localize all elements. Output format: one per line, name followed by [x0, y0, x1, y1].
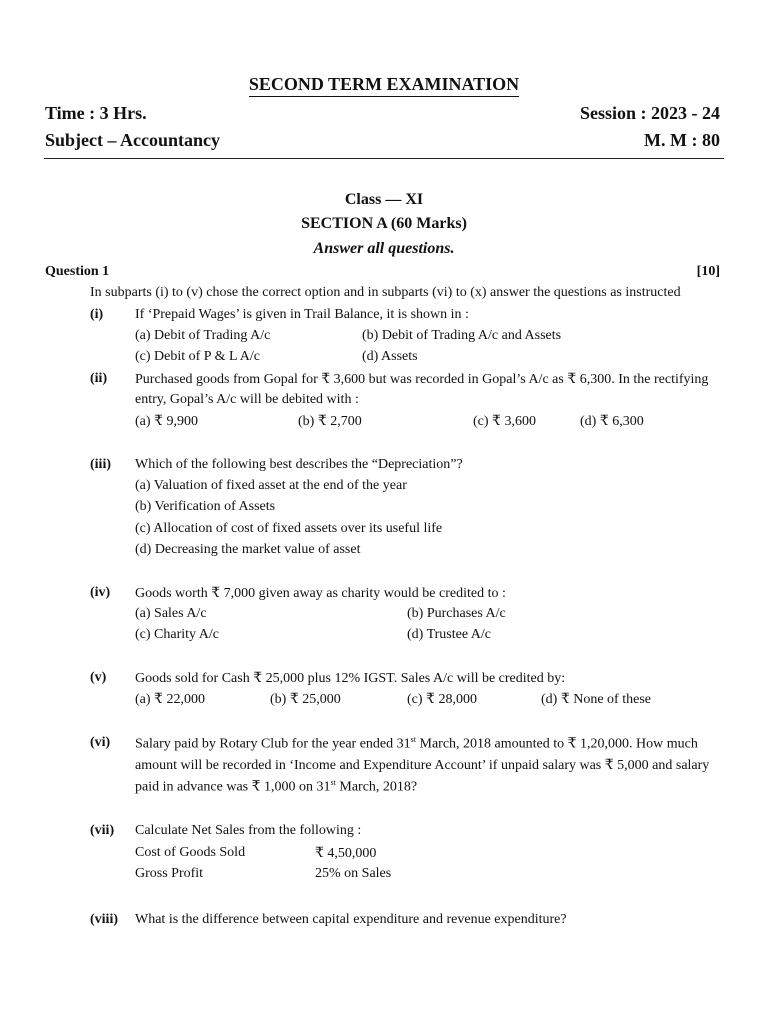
subpart-question-continued: paid in advance was ₹ 1,000 on 31st March, 2018? [135, 778, 418, 795]
exam-subject: Subject – Accountancy [45, 130, 220, 150]
option-c: (c) Debit of P & L A/c [135, 349, 260, 364]
maximum-marks: M. M : 80 [644, 130, 720, 150]
subpart-number: (ii) [90, 371, 108, 386]
option-a: (a) Sales A/c [135, 606, 207, 621]
subpart-number: (vii) [90, 823, 115, 838]
data-row-value: ₹ 4,50,000 [315, 846, 377, 861]
option-d: (d) ₹ None of these [541, 692, 651, 707]
question-marks: [10] [696, 264, 720, 279]
question-label: Question 1 [45, 264, 110, 279]
exam-duration: Time : 3 Hrs. [45, 103, 147, 123]
option-d: (d) Decreasing the market value of asset [135, 542, 361, 557]
subpart-question: Purchased goods from Gopal for ₹ 3,600 but was recorded in Gopal’s A/c as ₹ 6,300. In the rectifying [135, 372, 709, 387]
subpart-number: (iii) [90, 457, 111, 472]
data-row-value: 25% on Sales [315, 866, 392, 881]
subpart-question: Goods sold for Cash ₹ 25,000 plus 12% IGST. Sales A/c will be credited by: [135, 671, 566, 686]
option-c: (c) ₹ 3,600 [473, 414, 536, 429]
subpart-number: (i) [90, 307, 104, 322]
option-b: (b) ₹ 2,700 [298, 414, 362, 429]
option-d: (d) Trustee A/c [407, 627, 491, 642]
subpart-question-continued: amount will be recorded in ‘Income and Expenditure Account’ if unpaid salary was ₹ 5,000 and salary [135, 758, 710, 773]
subpart-question: What is the difference between capital expenditure and revenue expenditure? [135, 912, 567, 927]
subpart-question: If ‘Prepaid Wages’ is given in Trail Balance, it is shown in : [135, 307, 469, 322]
option-d: (d) Assets [362, 349, 418, 364]
option-c: (c) Allocation of cost of fixed assets over its useful life [135, 521, 443, 536]
data-row-label: Gross Profit [135, 866, 204, 881]
option-a: (a) Valuation of fixed asset at the end of the year [135, 478, 407, 493]
exam-title: SECOND TERM EXAMINATION [0, 74, 768, 95]
exam-session: Session : 2023 - 24 [579, 103, 720, 123]
subpart-number: (iv) [90, 585, 111, 600]
option-b: (b) Verification of Assets [135, 499, 276, 514]
option-c: (c) ₹ 28,000 [407, 692, 477, 707]
section-heading: SECTION A (60 Marks) [301, 215, 467, 232]
subpart-number: (v) [90, 670, 107, 685]
subpart-question: Calculate Net Sales from the following : [135, 823, 362, 838]
data-row-label: Cost of Goods Sold [135, 845, 246, 860]
subpart-question-continued: entry, Gopal’s A/c will be debited with : [135, 392, 359, 407]
subpart-number: (viii) [90, 912, 118, 927]
option-a: (a) Debit of Trading A/c [135, 328, 271, 343]
option-b: (b) Debit of Trading A/c and Assets [362, 328, 562, 343]
option-d: (d) ₹ 6,300 [580, 414, 644, 429]
subpart-number: (vi) [90, 735, 111, 750]
subpart-question: Salary paid by Rotary Club for the year ended 31st March, 2018 amounted to ₹ 1,20,000. How much [135, 735, 698, 752]
subpart-question: Which of the following best describes the “Depreciation”? [135, 457, 463, 472]
option-a: (a) ₹ 9,900 [135, 414, 198, 429]
option-b: (b) ₹ 25,000 [270, 692, 341, 707]
option-c: (c) Charity A/c [135, 627, 219, 642]
option-b: (b) Purchases A/c [407, 606, 506, 621]
subpart-question: Goods worth ₹ 7,000 given away as charity would be credited to : [135, 586, 506, 601]
class-label: Class — XI [344, 191, 424, 208]
header-divider [44, 158, 724, 159]
option-a: (a) ₹ 22,000 [135, 692, 205, 707]
question-instructions: In subparts (i) to (v) chose the correct option and in subparts (vi) to (x) answer the questions as instructed [90, 285, 681, 300]
section-instruction: Answer all questions. [313, 240, 455, 257]
